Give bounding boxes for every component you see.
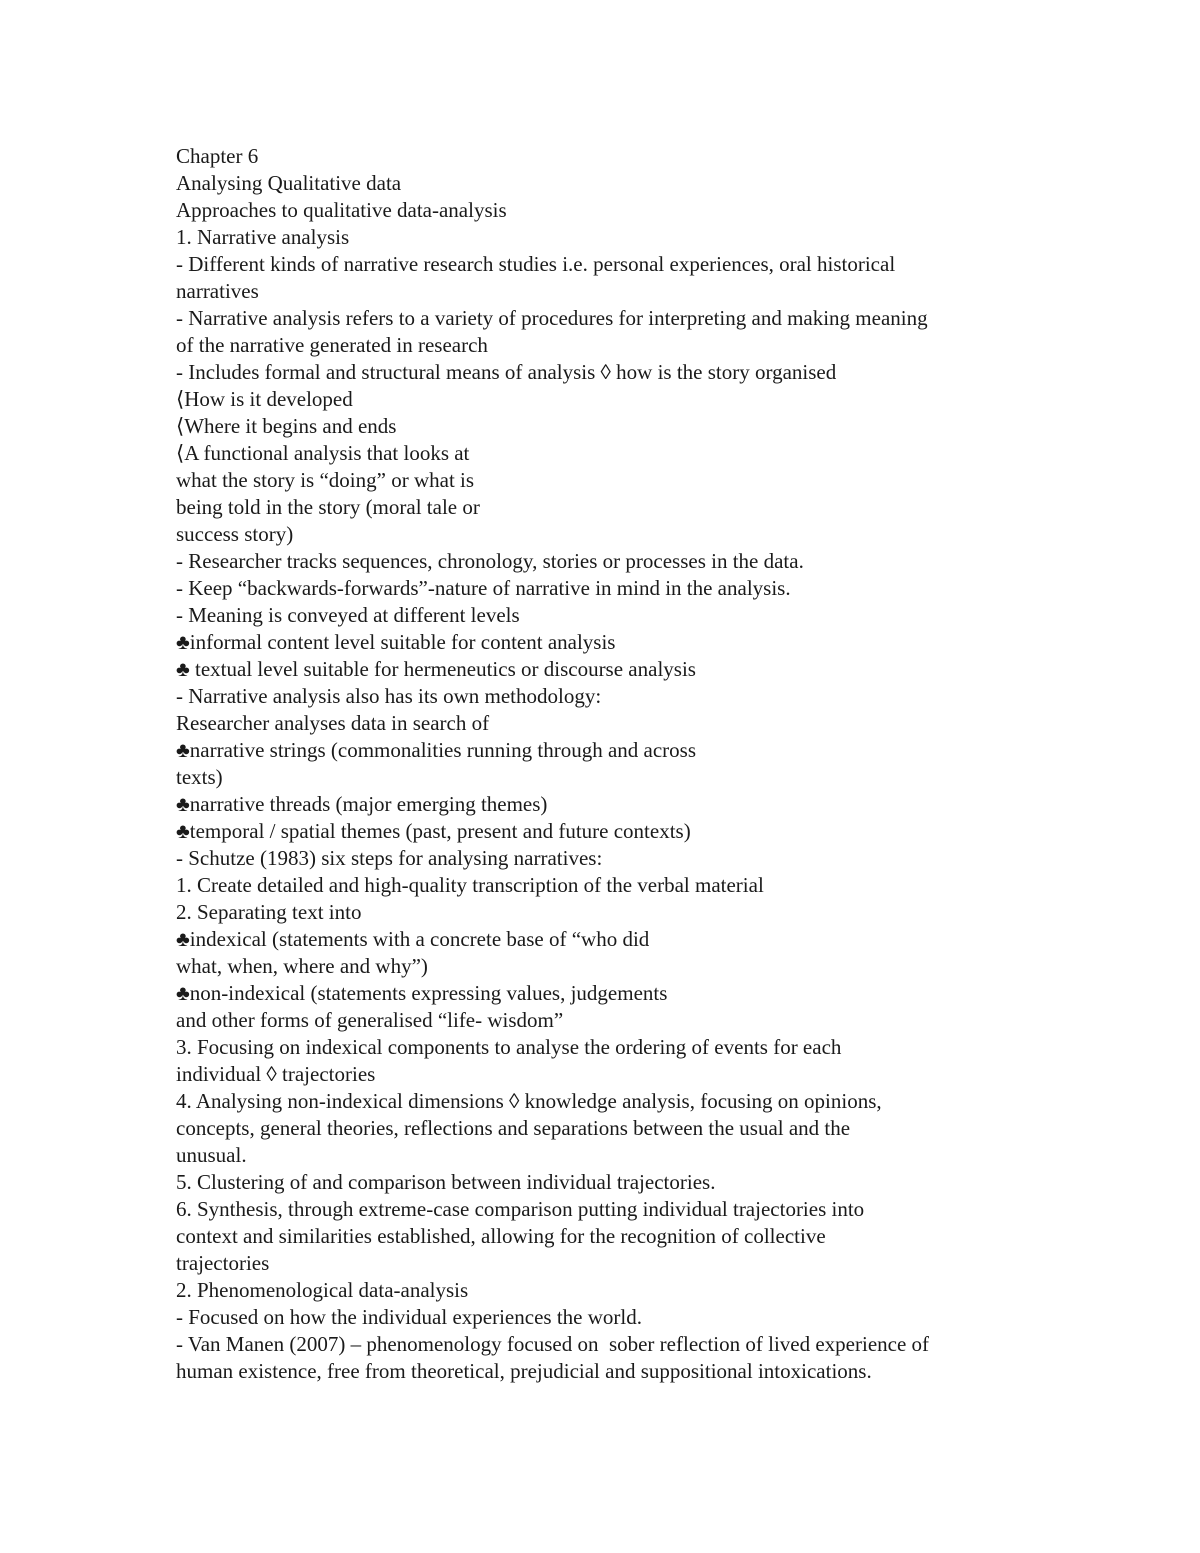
text-line: what the story is “doing” or what is (176, 468, 475, 492)
numbered-line: 4. Analysing non-indexical dimensions ◊ knowledge analysis, focusing on opinions, (176, 1089, 882, 1113)
subsection-heading: 1. Narrative analysis (176, 225, 350, 249)
text-line: being told in the story (moral tale or (176, 495, 480, 519)
section-heading: Approaches to qualitative data-analysis (176, 198, 507, 222)
bullet-line: ♣indexical (statements with a concrete base of “who did (176, 927, 650, 951)
text-line: context and similarities established, allowing for the recognition of collective (176, 1224, 826, 1248)
text-line: - Focused on how the individual experiences the world. (176, 1305, 642, 1329)
text-line: ⟨A functional analysis that looks at (176, 441, 470, 465)
document-body (176, 143, 1056, 1385)
bullet-line: ♣narrative strings (commonalities running through and across (176, 738, 696, 762)
text-line: - Different kinds of narrative research studies i.e. personal experiences, oral historical (176, 252, 896, 276)
text-line: ⟨Where it begins and ends (176, 414, 397, 438)
text-line: - Narrative analysis also has its own methodology: (176, 684, 602, 708)
numbered-line: 3. Focusing on indexical components to analyse the ordering of events for each (176, 1035, 842, 1059)
numbered-line: 5. Clustering of and comparison between individual trajectories. (176, 1170, 716, 1194)
bullet-line: ♣ textual level suitable for hermeneutics or discourse analysis (176, 657, 696, 681)
text-line: human existence, free from theoretical, prejudicial and suppositional intoxications. (176, 1359, 872, 1383)
text-line: ⟨How is it developed (176, 387, 353, 411)
text-line: and other forms of generalised “life- wisdom” (176, 1008, 564, 1032)
chapter-title: Analysing Qualitative data (176, 171, 402, 195)
text-line: of the narrative generated in research (176, 333, 488, 357)
numbered-line: 2. Separating text into (176, 900, 362, 924)
subsection-heading: 2. Phenomenological data-analysis (176, 1278, 469, 1302)
bullet-line: ♣informal content level suitable for content analysis (176, 630, 616, 654)
text-line: - Researcher tracks sequences, chronology, stories or processes in the data. (176, 549, 804, 573)
text-line: individual ◊ trajectories (176, 1062, 376, 1086)
text-line: - Narrative analysis refers to a variety of procedures for interpreting and making meaning (176, 306, 928, 330)
text-line: - Van Manen (2007) – phenomenology focused on sober reflection of lived experience of (176, 1332, 930, 1356)
text-line: success story) (176, 522, 294, 546)
bullet-line: ♣temporal / spatial themes (past, present and future contexts) (176, 819, 691, 843)
text-line: concepts, general theories, reflections and separations between the usual and the (176, 1116, 851, 1140)
text-line: texts) (176, 765, 223, 789)
text-line: trajectories (176, 1251, 270, 1275)
text-line: Researcher analyses data in search of (176, 711, 490, 735)
bullet-line: ♣narrative threads (major emerging themes) (176, 792, 548, 816)
text-line: - Keep “backwards-forwards”-nature of narrative in mind in the analysis. (176, 576, 791, 600)
numbered-line: 6. Synthesis, through extreme-case comparison putting individual trajectories into (176, 1197, 865, 1221)
chapter-heading: Chapter 6 (176, 144, 259, 168)
text-line: - Schutze (1983) six steps for analysing narratives: (176, 846, 603, 870)
bullet-line: ♣non-indexical (statements expressing values, judgements (176, 981, 668, 1005)
text-line: what, when, where and why”) (176, 954, 428, 978)
text-line: - Includes formal and structural means of analysis ◊ how is the story organised (176, 360, 837, 384)
text-line: - Meaning is conveyed at different levels (176, 603, 520, 627)
text-line: unusual. (176, 1143, 247, 1167)
text-line: narratives (176, 279, 259, 303)
numbered-line: 1. Create detailed and high-quality transcription of the verbal material (176, 873, 764, 897)
